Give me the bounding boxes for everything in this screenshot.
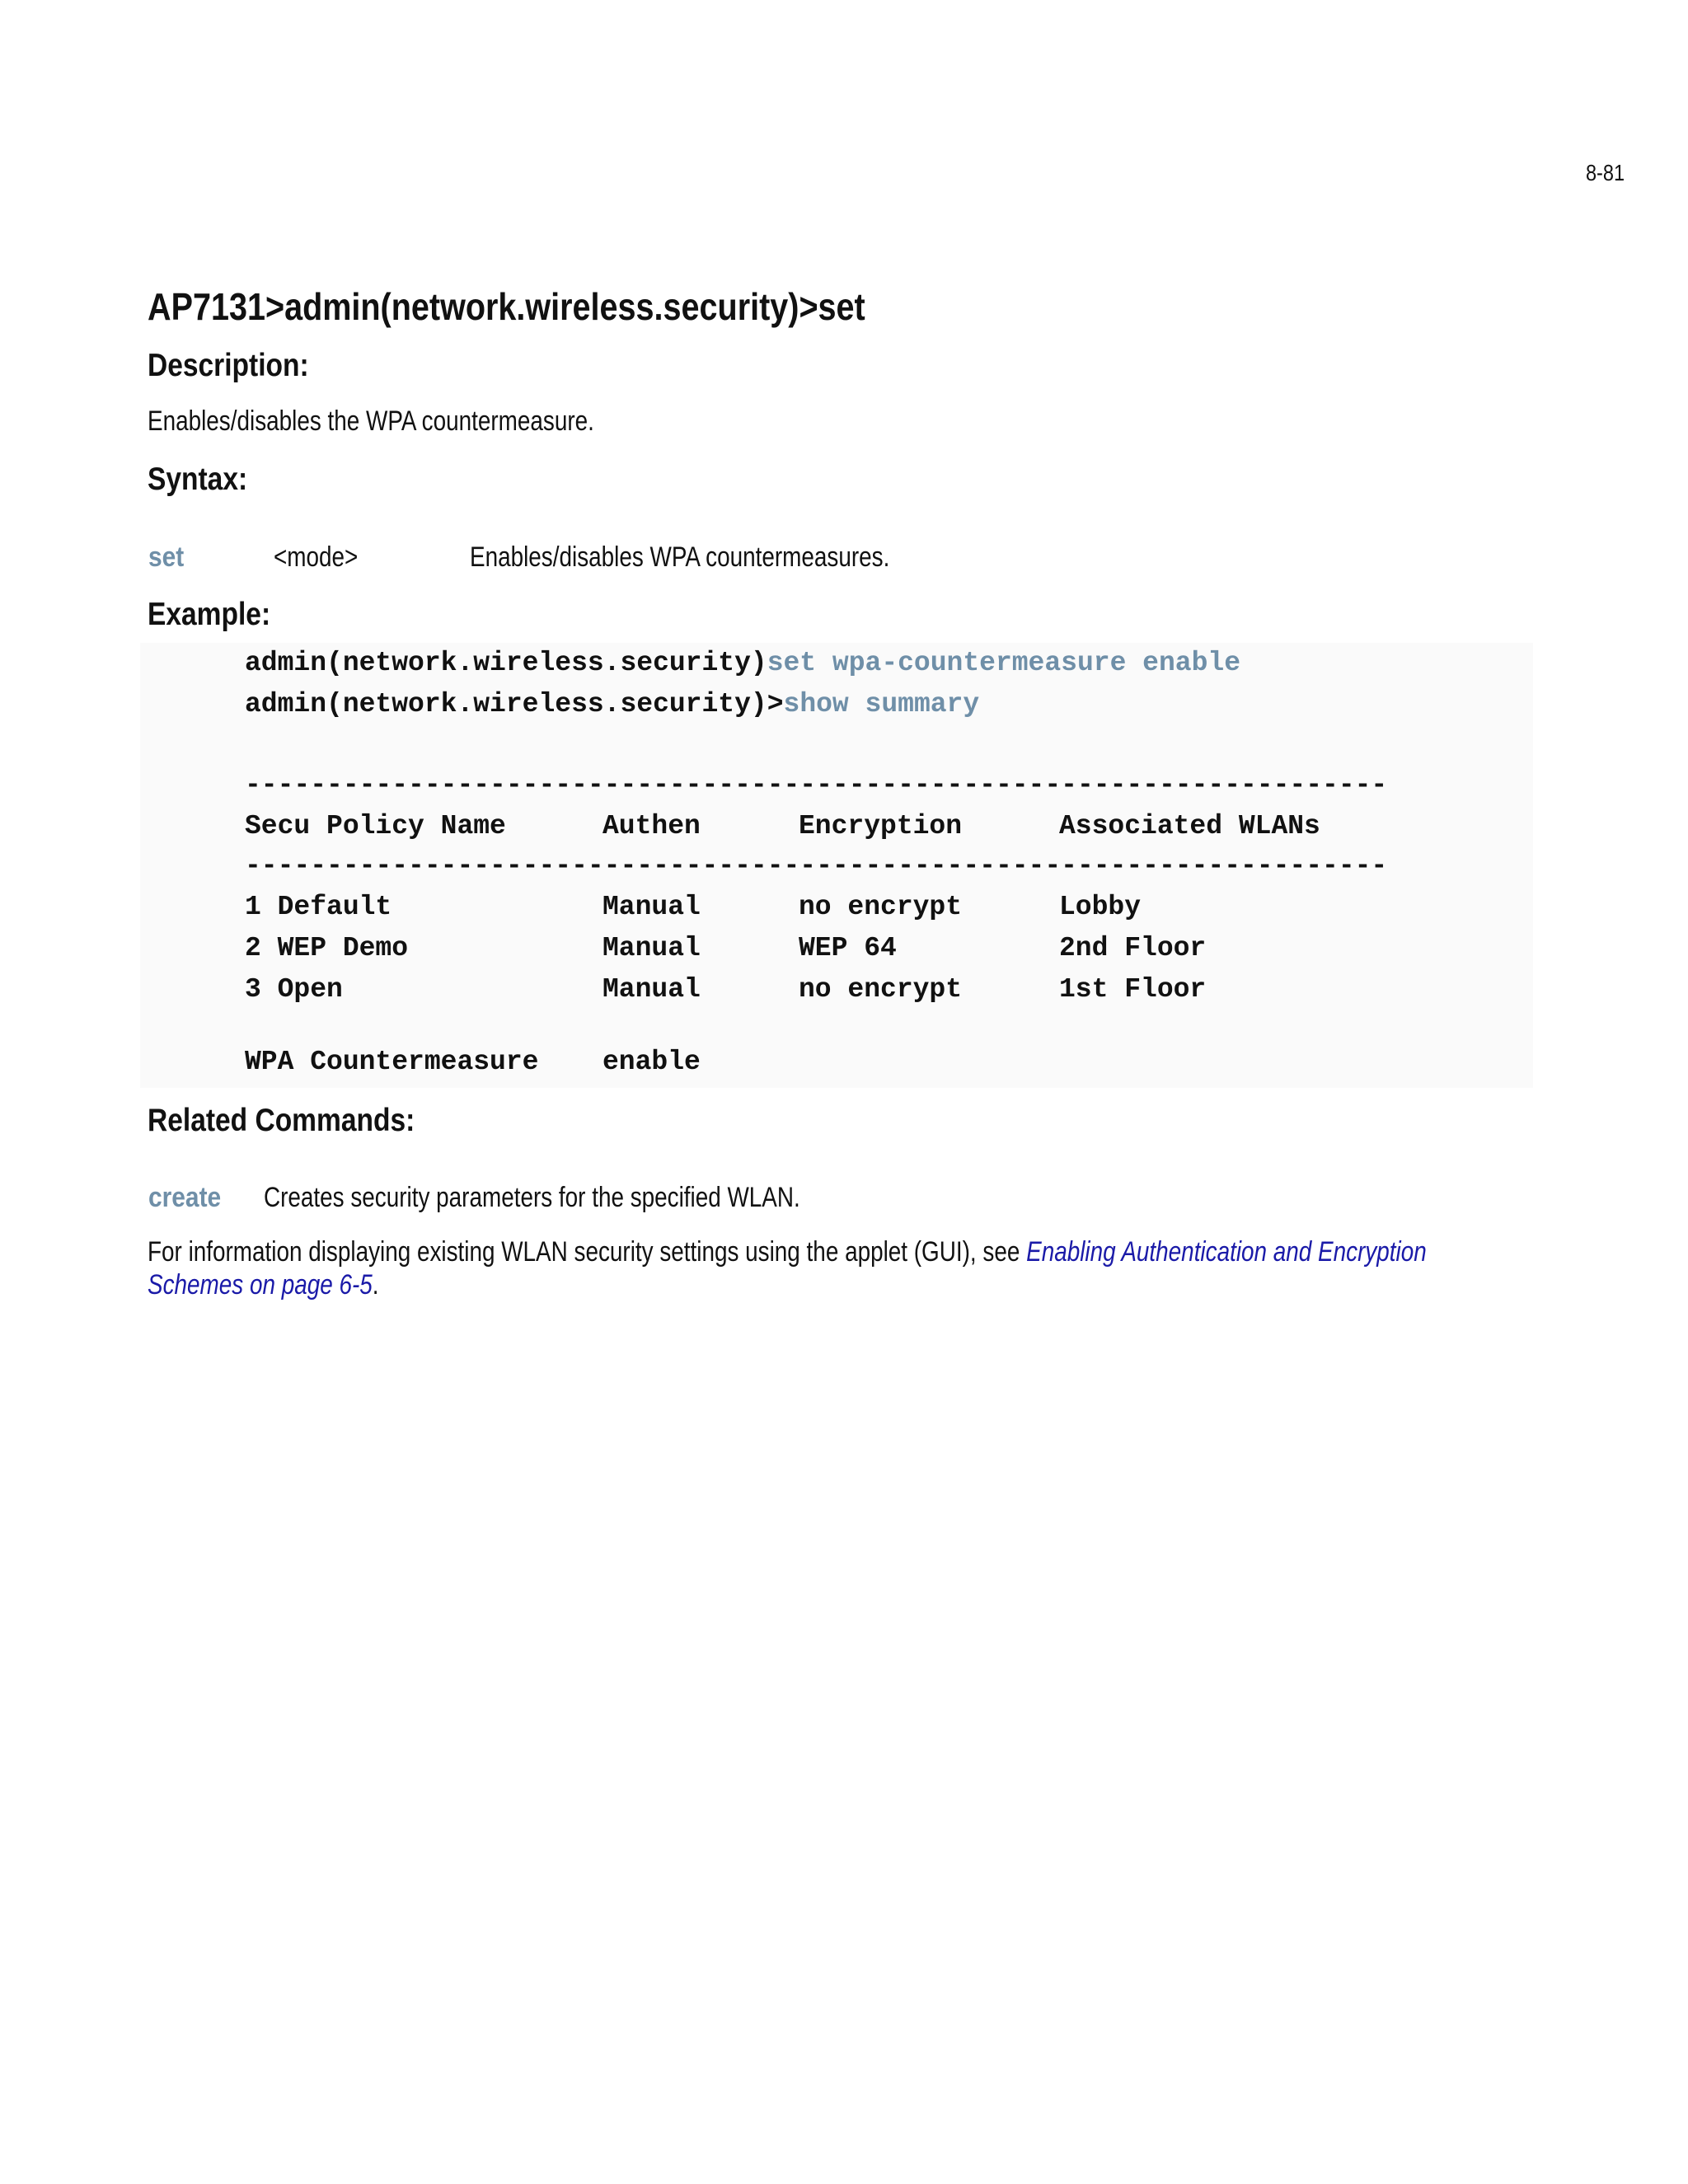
- table-header-policy: Secu Policy Name: [245, 811, 506, 841]
- syntax-description: Enables/disables WPA countermeasures.: [470, 541, 890, 573]
- table-cell: no encrypt: [799, 974, 963, 1005]
- code-line-2: [245, 689, 979, 719]
- table-cell: 1st Floor: [1059, 974, 1207, 1005]
- footer-text-line-2: [148, 1269, 379, 1301]
- countermeasure-value: enable: [603, 1047, 701, 1077]
- countermeasure-label: WPA Countermeasure: [245, 1047, 539, 1077]
- table-header-wlans: Associated WLANs: [1059, 811, 1320, 841]
- code-prompt: admin(network.wireless.security): [245, 648, 767, 678]
- table-cell: Manual: [603, 933, 701, 963]
- table-cell: Manual: [603, 892, 701, 922]
- footer-text: For information displaying existing WLAN security settings using the applet (GUI), see: [148, 1236, 1027, 1268]
- related-command: create: [148, 1182, 222, 1213]
- page-number: 8-81: [1585, 160, 1625, 185]
- footer-text-line-1: [148, 1236, 1427, 1268]
- code-line-1: [245, 648, 1240, 678]
- table-cell: 2nd Floor: [1059, 933, 1207, 963]
- table-cell: WEP 64: [799, 933, 897, 963]
- syntax-command: set: [148, 541, 185, 573]
- related-command-description: Creates security parameters for the specified WLAN.: [264, 1182, 800, 1213]
- footer-period: .: [372, 1269, 379, 1301]
- table-cell: Lobby: [1059, 892, 1142, 922]
- syntax-param: <mode>: [274, 541, 359, 573]
- table-divider-bottom: ----------------------------------------------------------------------: [245, 851, 1388, 881]
- syntax-heading: Syntax:: [148, 462, 248, 497]
- example-code-block: [140, 643, 1533, 1088]
- code-command: show summary: [783, 689, 980, 719]
- code-command: set wpa-countermeasure enable: [767, 648, 1240, 678]
- cross-reference-link[interactable]: Enabling Authentication and Encryption: [1026, 1236, 1427, 1268]
- description-text: Enables/disables the WPA countermeasure.: [148, 405, 594, 437]
- table-cell: no encrypt: [799, 892, 963, 922]
- table-cell: 2 WEP Demo: [245, 933, 409, 963]
- page-title: AP7131>admin(network.wireless.security)>set: [148, 285, 865, 328]
- code-prompt: admin(network.wireless.security)>: [245, 689, 784, 719]
- table-cell: 1 Default: [245, 892, 392, 922]
- table-header-authen: Authen: [603, 811, 701, 841]
- table-cell: 3 Open: [245, 974, 343, 1005]
- cross-reference-link[interactable]: Schemes on page 6-5: [148, 1269, 373, 1301]
- table-divider-top: ----------------------------------------------------------------------: [245, 770, 1388, 800]
- related-commands-heading: Related Commands:: [148, 1103, 415, 1138]
- example-heading: Example:: [148, 597, 271, 632]
- table-cell: Manual: [603, 974, 701, 1005]
- description-heading: Description:: [148, 348, 309, 383]
- table-header-encryption: Encryption: [799, 811, 963, 841]
